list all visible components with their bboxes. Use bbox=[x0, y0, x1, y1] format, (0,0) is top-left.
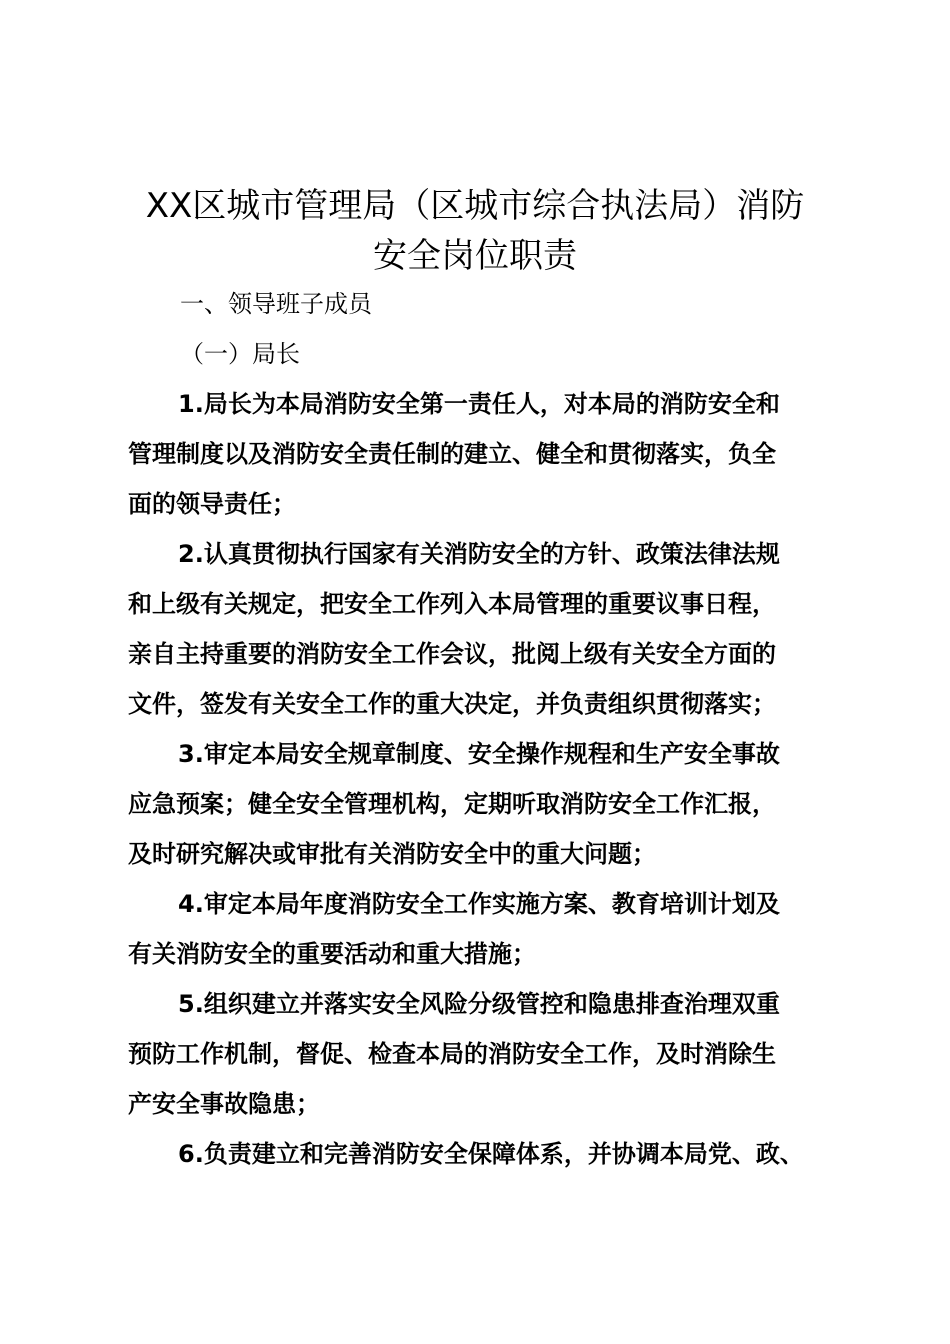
responsibility-item-2-line: 文件，签发有关安全工作的重大决定，并负责组织贯彻落实； bbox=[128, 690, 776, 718]
responsibility-item-2-line: 亲自主持重要的消防安全工作会议，批阅上级有关安全方面的 bbox=[128, 640, 776, 668]
responsibility-item-4-line: 4.审定本局年度消防安全工作实施方案、教育培训计划及 bbox=[178, 890, 780, 918]
document-title-line-1: XX区城市管理局（区城市综合执法局）消防 bbox=[145, 186, 805, 226]
section-heading: 一、领导班子成员 bbox=[180, 290, 372, 318]
responsibility-item-6-line: 6.负责建立和完善消防安全保障体系，并协调本局党、政、 bbox=[178, 1140, 804, 1168]
responsibility-item-3-line: 3.审定本局安全规章制度、安全操作规程和生产安全事故 bbox=[178, 740, 780, 768]
responsibility-item-3-line: 及时研究解决或审批有关消防安全中的重大问题； bbox=[128, 840, 656, 868]
responsibility-item-5-line: 产安全事故隐患； bbox=[128, 1090, 320, 1118]
responsibility-item-2-line: 2.认真贯彻执行国家有关消防安全的方针、政策法律法规 bbox=[178, 540, 780, 568]
responsibility-item-2-line: 和上级有关规定，把安全工作列入本局管理的重要议事日程， bbox=[128, 590, 776, 618]
responsibility-item-3-line: 应急预案；健全安全管理机构，定期听取消防安全工作汇报， bbox=[128, 790, 776, 818]
subsection-heading: （一）局长 bbox=[180, 340, 300, 368]
responsibility-item-1-line: 面的领导责任； bbox=[128, 490, 296, 518]
document-title-line-2: 安全岗位职责 bbox=[373, 236, 577, 276]
responsibility-item-5-line: 预防工作机制，督促、检查本局的消防安全工作，及时消除生 bbox=[128, 1040, 776, 1068]
responsibility-item-5-line: 5.组织建立并落实安全风险分级管控和隐患排查治理双重 bbox=[178, 990, 780, 1018]
responsibility-item-4-line: 有关消防安全的重要活动和重大措施； bbox=[128, 940, 536, 968]
responsibility-item-1-line: 管理制度以及消防安全责任制的建立、健全和贯彻落实，负全 bbox=[128, 440, 776, 468]
responsibility-item-1-line: 1.局长为本局消防安全第一责任人，对本局的消防安全和 bbox=[178, 390, 780, 418]
